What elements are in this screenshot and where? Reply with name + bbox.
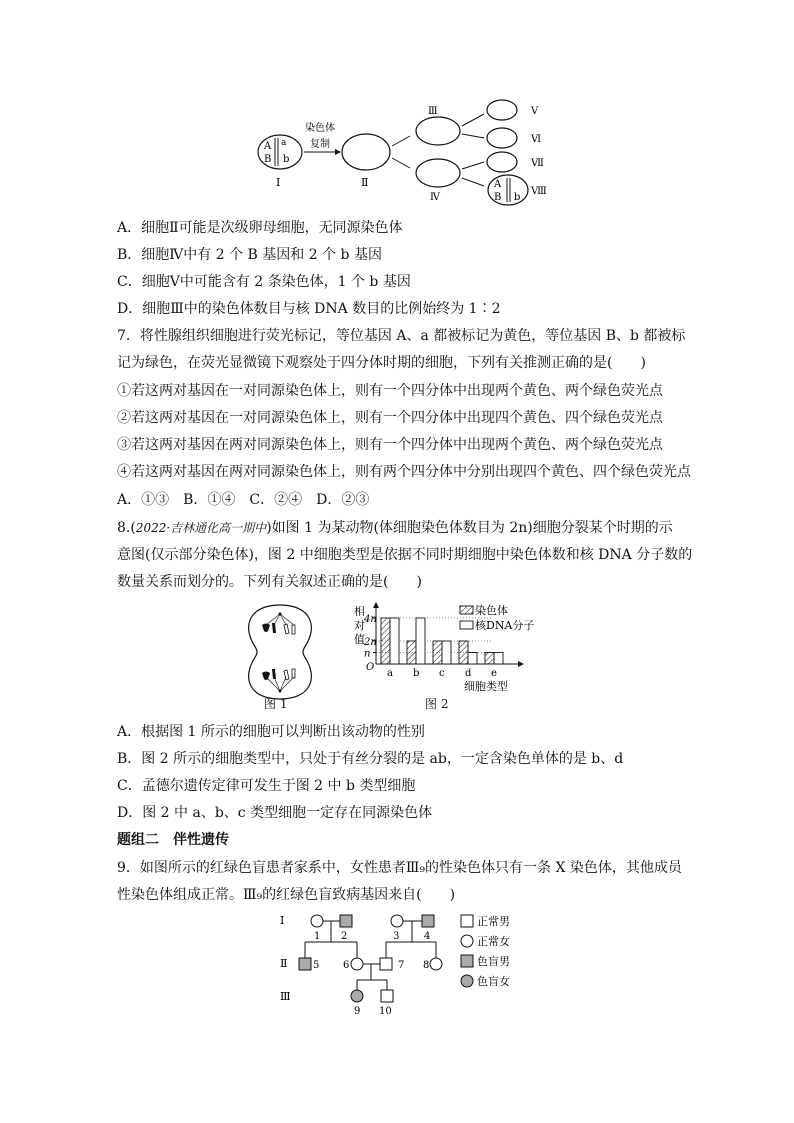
bar-b-chromosome xyxy=(407,641,416,664)
q6-option-b: B．细胞Ⅳ中有 2 个 B 基因和 2 个 b 基因 xyxy=(117,247,382,263)
bar-e-dna xyxy=(494,653,503,665)
y-axis-arrow xyxy=(373,602,379,608)
x-tick-label: d xyxy=(465,668,472,679)
cell-1-gene-A: A xyxy=(264,141,272,152)
q8-fig1-caption: 图 1 xyxy=(264,697,288,711)
member-8-normal-female xyxy=(430,958,442,970)
member-7-normal-male xyxy=(380,958,392,970)
y-axis-label-char: 对 xyxy=(354,619,365,632)
x-axis-arrow xyxy=(518,661,524,667)
y-tick-label: 4n xyxy=(364,614,377,625)
cell-8-gene-A: A xyxy=(494,179,502,190)
legend-label: 染色体 xyxy=(475,604,508,617)
cell-5 xyxy=(487,100,517,120)
arrow-label-bottom: 复制 xyxy=(310,139,330,150)
legend-colorblind-male-symbol xyxy=(461,955,473,967)
cell-7 xyxy=(487,152,517,172)
pedigree-chart xyxy=(270,908,560,1018)
label-IV: Ⅳ xyxy=(430,192,440,203)
q8-line-2: 意图(仅示部分染色体)，图 2 中细胞类型是依据不同时期细胞中染色体数和核 DNA 分子数的 xyxy=(117,547,693,563)
bar-c-chromosome xyxy=(433,641,442,664)
cell-8-gene-B: B xyxy=(494,192,502,203)
dividing-cell-outline xyxy=(249,605,312,699)
q8-figure-2-chart xyxy=(352,602,552,694)
member-2-colorblind-male xyxy=(340,915,352,927)
cell-1-gene-b: b xyxy=(283,154,290,165)
label-V: Ⅴ xyxy=(531,106,539,117)
x-tick-label: b xyxy=(413,668,420,679)
member-10-normal-male xyxy=(381,990,393,1002)
q7-item-2: ②若这两对基因在一对同源染色体上，则有一个四分体中出现四个黄色、四个绿色荧光点 xyxy=(117,410,663,426)
generation-I: Ⅰ xyxy=(280,914,285,927)
member-6-normal-female xyxy=(351,958,363,970)
bar-a-dna xyxy=(390,618,399,664)
y-axis-label-char: 相 xyxy=(354,605,365,618)
cell-2 xyxy=(342,134,390,170)
legend-normal-male: 正常男 xyxy=(477,915,510,928)
label-III: Ⅲ xyxy=(428,106,438,117)
y-tick-label: n xyxy=(364,648,371,660)
x-tick-label: a xyxy=(387,668,393,679)
bar-b-dna xyxy=(416,618,425,664)
legend-normal-male-symbol xyxy=(461,915,473,927)
q7-stem-2: 记为绿色，在荧光显微镜下观察处于四分体时期的细胞，下列有关推测正确的是( ) xyxy=(117,355,646,371)
legend-normal-female: 正常女 xyxy=(477,935,510,948)
q8-option-a: A．根据图 1 所示的细胞可以判断出该动物的性别 xyxy=(117,724,425,740)
q9-line-2: 性染色体组成正常。Ⅲ₉的红绿色盲致病基因来自( ) xyxy=(117,887,456,903)
bar-d-dna xyxy=(468,653,477,665)
y-tick-label: 2n xyxy=(364,637,377,648)
legend-swatch xyxy=(460,606,473,614)
member-9-label: 9 xyxy=(354,1006,361,1017)
member-3-label: 3 xyxy=(393,931,400,942)
label-VIII: Ⅷ xyxy=(531,186,547,197)
legend-colorblind-female-symbol xyxy=(461,975,473,987)
bar-c-dna xyxy=(442,641,451,664)
bar-e-chromosome xyxy=(485,653,494,665)
q6-option-c: C．细胞Ⅴ中可能含有 2 条染色体，1 个 b 基因 xyxy=(117,274,411,290)
q8-line-1 xyxy=(117,518,673,538)
x-axis-label: 细胞类型 xyxy=(464,680,508,693)
q8-prefix: 8.( xyxy=(117,520,136,536)
member-8-label: 8 xyxy=(423,960,430,971)
member-10-label: 10 xyxy=(379,1006,392,1017)
legend-colorblind-male: 色盲男 xyxy=(477,955,510,968)
q8-line-1-rest: )如图 1 为某动物(体细胞染色体数目为 2n)细胞分裂某个时期的示 xyxy=(266,520,673,536)
lower-chromosomes xyxy=(262,669,295,693)
x-tick-label: e xyxy=(491,668,497,679)
cell-1-gene-B: B xyxy=(264,154,272,165)
q7-item-3: ③若这两对基因在两对同源染色体上，则有一个四分体中出现两个黄色、两个绿色荧光点 xyxy=(117,437,663,453)
member-5-colorblind-male xyxy=(299,958,311,970)
bar-d-chromosome xyxy=(459,641,468,664)
section-heading: 题组二 伴性遗传 xyxy=(117,832,229,848)
member-1-normal-female xyxy=(311,915,323,927)
label-II: Ⅱ xyxy=(361,176,369,189)
member-1-label: 1 xyxy=(314,931,321,942)
member-5-label: 5 xyxy=(313,960,320,971)
cell-1-gene-a: a xyxy=(281,138,287,148)
upper-chromosomes xyxy=(262,613,295,635)
q7-stem-1: 7．将性腺组织细胞进行荧光标记，等位基因 A、a 都被标记为黄色，等位基因 B、b 都被标 xyxy=(117,328,686,344)
q8-source: 2022·吉林通化高一期中 xyxy=(135,521,267,535)
q7-options: A．①③ B．①④ C．②④ D．②③ xyxy=(117,492,370,508)
arrow-label-top: 染色体 xyxy=(305,123,335,134)
q8-option-c: C．孟德尔遗传定律可发生于图 2 中 b 类型细胞 xyxy=(117,778,416,794)
q6-option-a: A．细胞Ⅱ可能是次级卵母细胞，无同源染色体 xyxy=(117,220,403,236)
legend-normal-female-symbol xyxy=(461,935,473,947)
q8-line-3: 数量关系而划分的。下列有关叙述正确的是( ) xyxy=(117,574,422,590)
cell-3 xyxy=(416,117,460,145)
label-VI: Ⅵ xyxy=(531,134,542,145)
member-6-label: 6 xyxy=(343,960,350,971)
q8-option-b: B．图 2 所示的细胞类型中，只处于有丝分裂的是 ab，一定含染色单体的是 b、d xyxy=(117,751,624,767)
generation-II: Ⅱ xyxy=(280,957,288,970)
legend-label: 核DNA分子 xyxy=(475,619,535,632)
q7-item-4: ④若这两对基因在两对同源染色体上，则有两个四分体中分别出现四个黄色、四个绿色荧光点 xyxy=(117,464,691,480)
origin-label: O xyxy=(366,662,375,673)
label-VII: Ⅶ xyxy=(531,158,544,169)
q9-line-1: 9．如图所示的红绿色盲患者家系中，女性患者Ⅲ₉的性染色体只有一条 X 染色体，其他成员 xyxy=(117,860,682,876)
member-3-normal-female xyxy=(391,915,403,927)
cell-division-figure xyxy=(250,98,550,210)
member-4-colorblind-male xyxy=(422,915,434,927)
cell-8-gene-b: b xyxy=(514,192,521,203)
bar-a-chromosome xyxy=(381,618,390,664)
x-tick-label: c xyxy=(439,668,445,679)
y-axis-label-char: 值 xyxy=(354,633,365,646)
q8-option-d: D．图 2 中 a、b、c 类型细胞一定存在同源染色体 xyxy=(117,805,433,821)
legend-swatch xyxy=(460,621,473,629)
member-7-label: 7 xyxy=(398,960,405,971)
cell-6 xyxy=(487,128,517,148)
q6-option-d: D．细胞Ⅲ中的染色体数目与核 DNA 数目的比例始终为 1∶2 xyxy=(117,301,501,317)
q7-item-1: ①若这两对基因在一对同源染色体上，则有一个四分体中出现两个黄色、两个绿色荧光点 xyxy=(117,383,663,399)
legend-colorblind-female: 色盲女 xyxy=(477,975,510,988)
generation-III: Ⅲ xyxy=(280,990,291,1003)
label-I: Ⅰ xyxy=(276,176,281,189)
cell-4 xyxy=(416,159,460,187)
member-9-colorblind-female xyxy=(351,990,363,1002)
q8-fig2-caption: 图 2 xyxy=(425,697,449,711)
member-4-label: 4 xyxy=(424,931,431,942)
q8-figure-1 xyxy=(240,603,320,708)
member-2-label: 2 xyxy=(341,931,348,942)
